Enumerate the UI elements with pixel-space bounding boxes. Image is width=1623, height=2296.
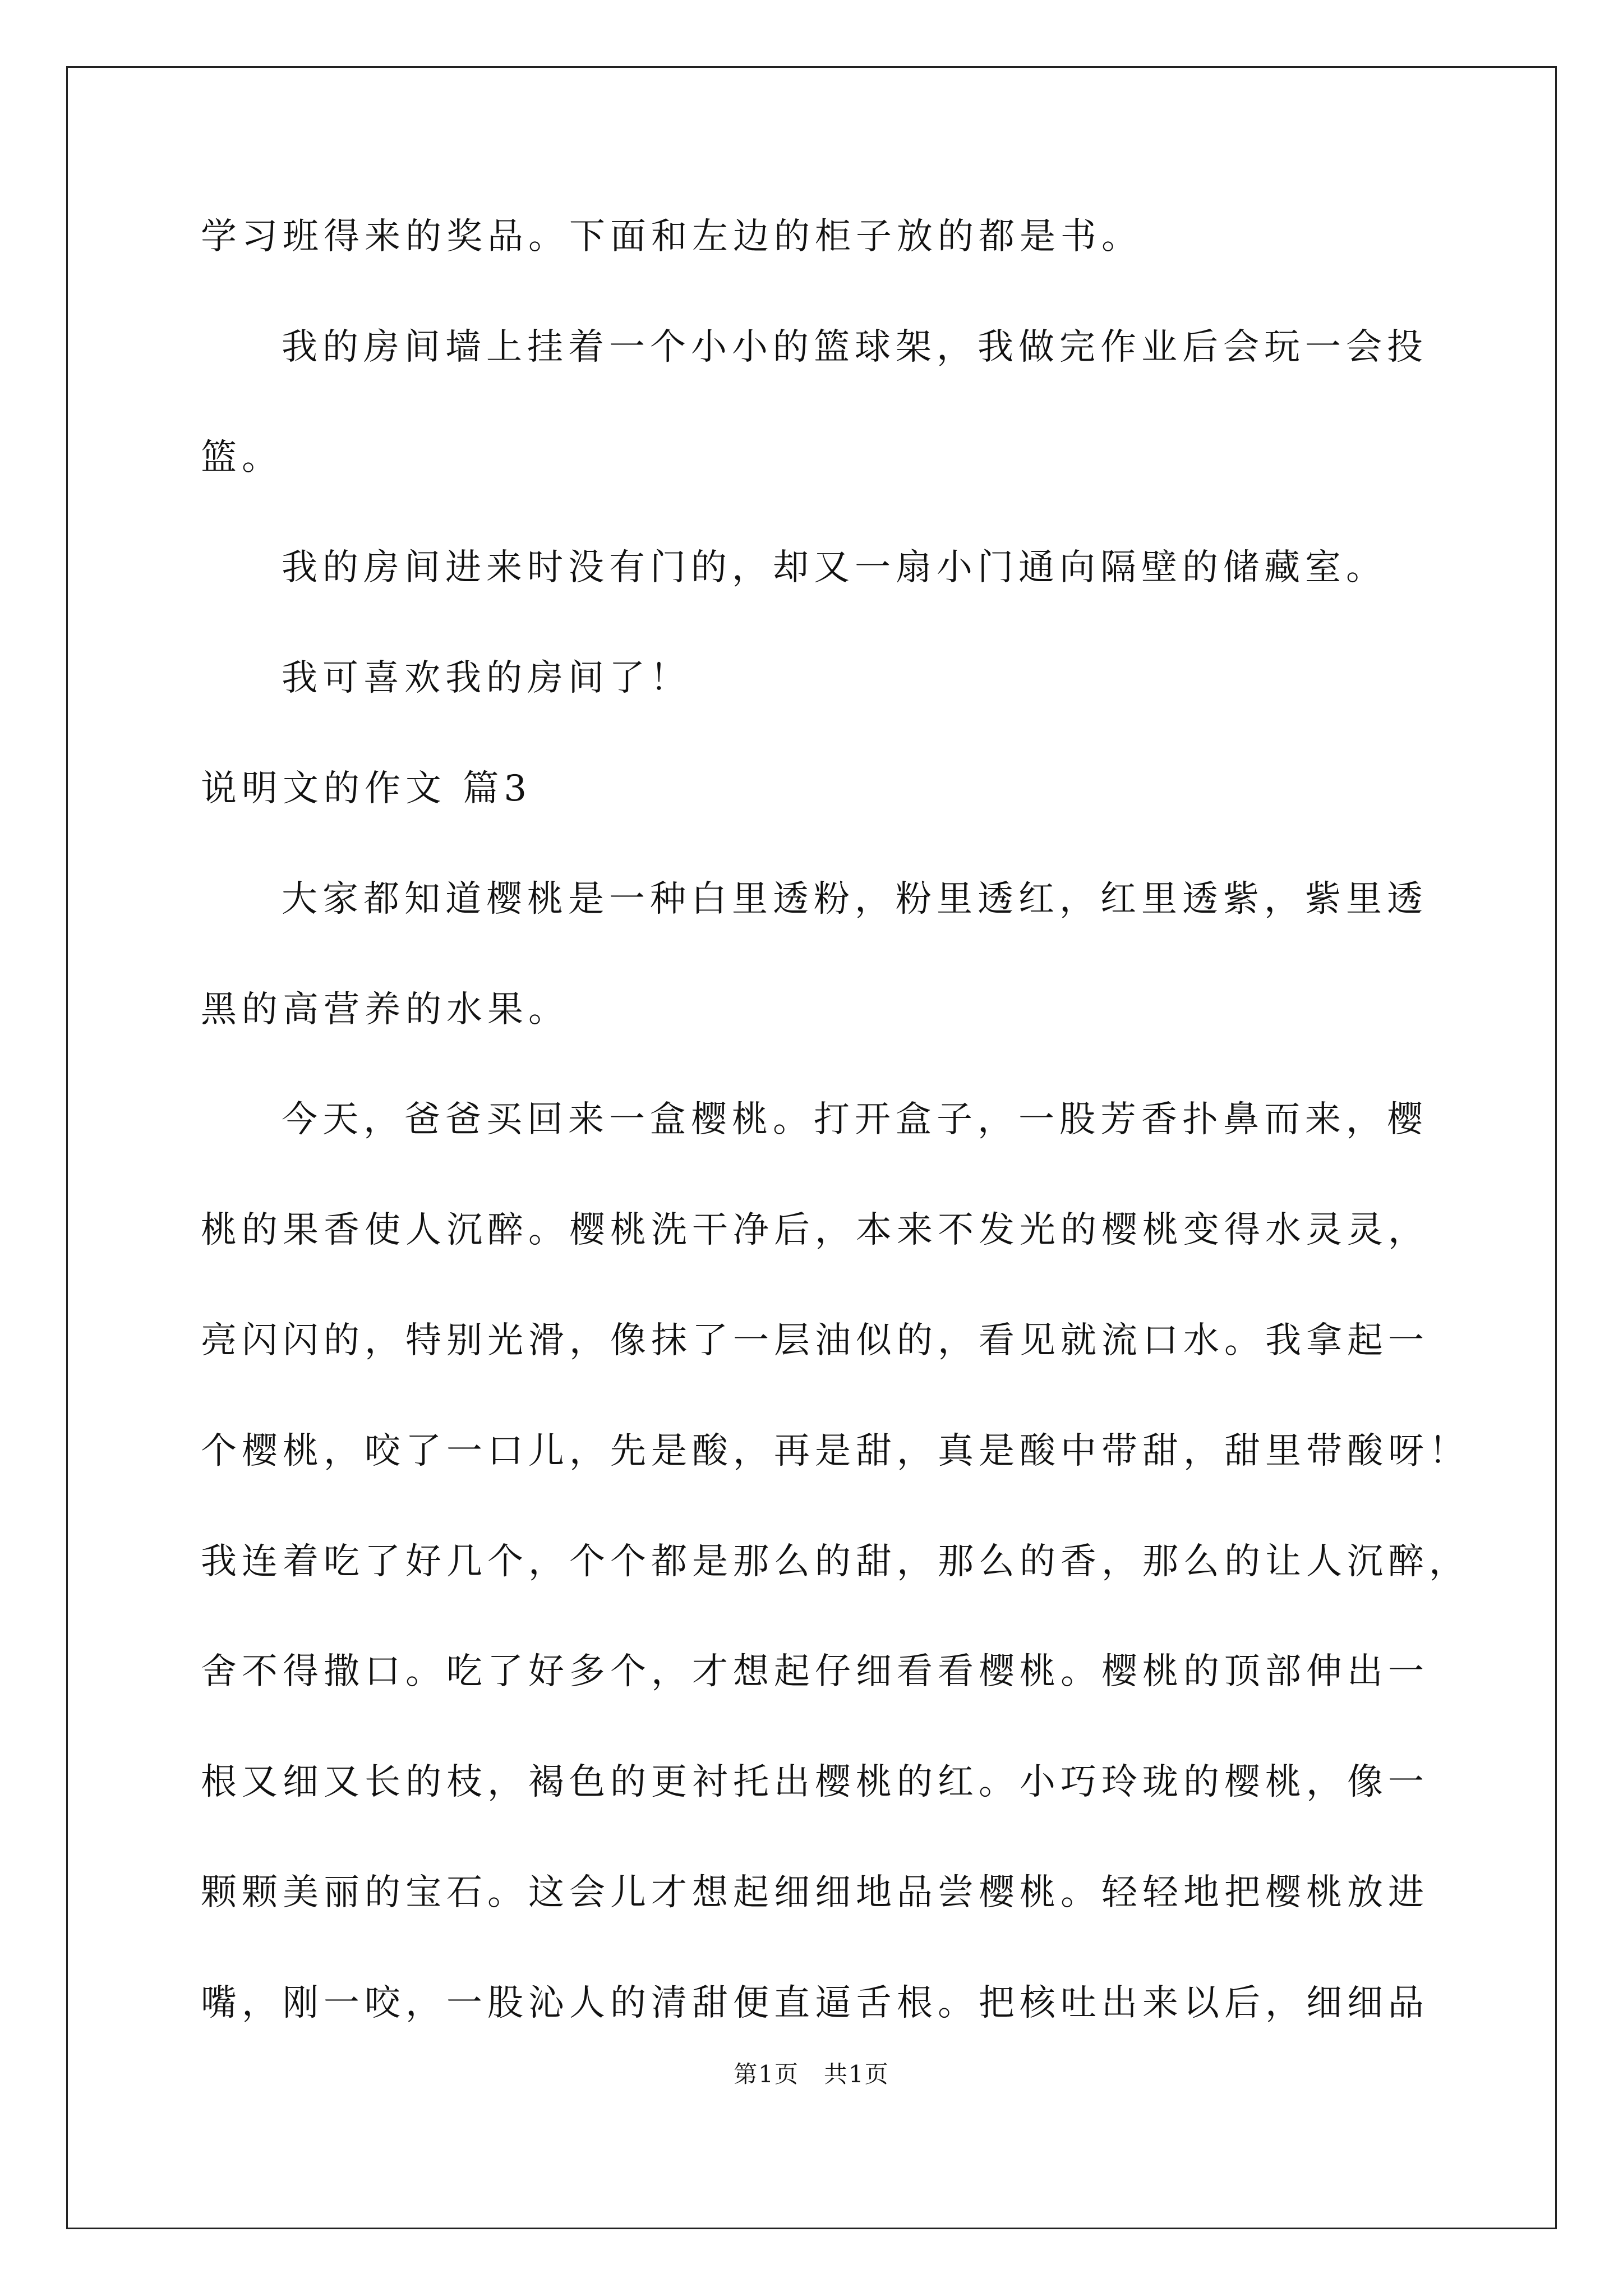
text-line: 根又细又长的枝，褐色的更衬托出樱桃的红。小巧玲珑的樱桃，像一	[201, 1761, 1429, 1803]
text-line: 学习班得来的奖品。下面和左边的柜子放的都是书。	[201, 216, 1142, 257]
text-line: 今天，爸爸买回来一盒樱桃。打开盒子，一股芳香扑鼻而来，樱	[282, 1099, 1428, 1140]
text-line: 篮。	[201, 437, 283, 478]
text-line: 舍不得撒口。吃了好多个，才想起仔细看看樱桃。樱桃的顶部伸出一	[201, 1651, 1429, 1692]
text-line: 我的房间墙上挂着一个小小的篮球架，我做完作业后会玩一会投	[282, 326, 1428, 368]
text-line: 我可喜欢我的房间了！	[282, 657, 691, 699]
page-footer: 第1页 共1页	[734, 2060, 889, 2088]
text-line: 亮闪闪的，特别光滑，像抹了一层油似的，看见就流口水。我拿起一	[201, 1320, 1429, 1361]
text-line: 桃的果香使人沉醉。樱桃洗干净后，本来不发光的樱桃变得水灵灵，	[201, 1209, 1429, 1251]
text-line: 颗颗美丽的宝石。这会儿才想起细细地品尝樱桃。轻轻地把樱桃放进	[201, 1872, 1429, 1913]
text-line: 我连着吃了好几个，个个都是那么的甜，那么的香，那么的让人沉醉，	[201, 1541, 1470, 1582]
text-line: 我的房间进来时没有门的，却又一扇小门通向隔壁的储藏室。	[282, 547, 1387, 588]
text-line: 个樱桃，咬了一口儿，先是酸，再是甜，真是酸中带甜，甜里带酸呀！	[201, 1430, 1470, 1472]
text-line: 嘴，刚一咬，一股沁人的清甜便直逼舌根。把核吐出来以后，细细品	[201, 1982, 1429, 2024]
text-line: 大家都知道樱桃是一种白里透粉，粉里透红，红里透紫，紫里透	[282, 878, 1428, 920]
text-line: 黑的高营养的水果。	[201, 989, 569, 1030]
section-heading: 说明文的作文 篇3	[201, 768, 532, 809]
